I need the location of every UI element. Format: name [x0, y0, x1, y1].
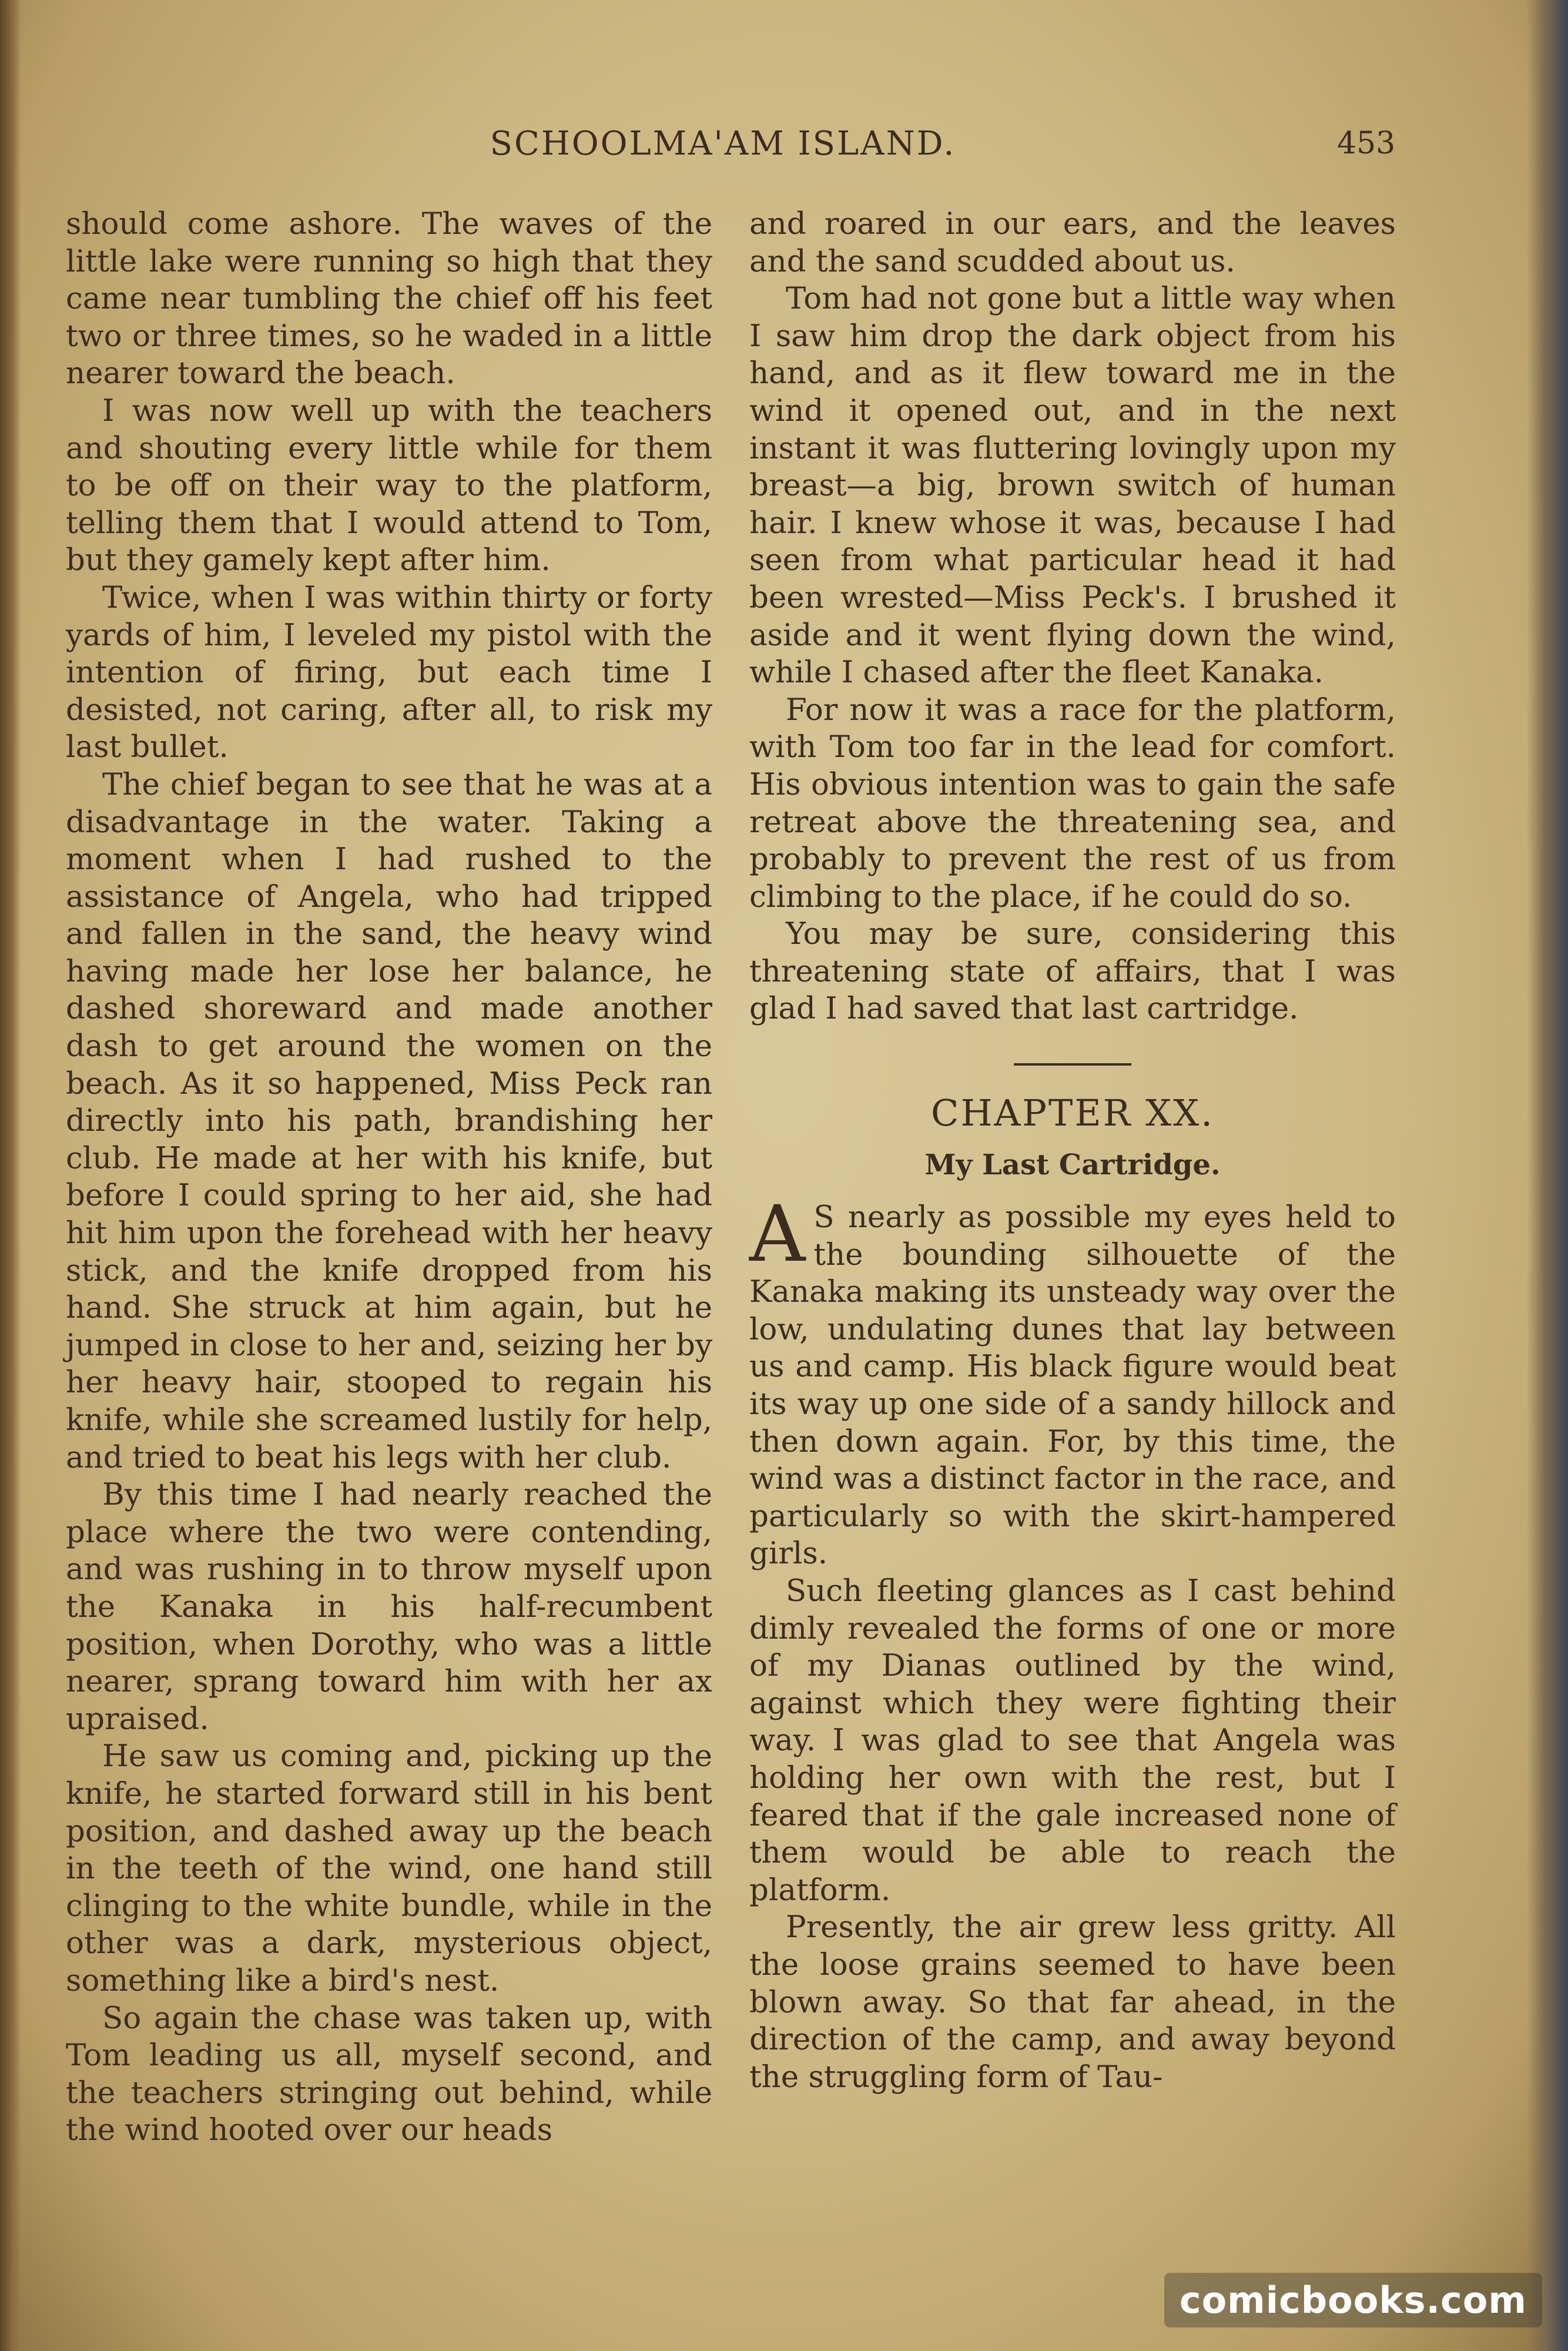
left-column [66, 206, 712, 2149]
paragraph: The chief began to see that he was at a disadvantage in the water. Taking a moment when I had rushed to the assistance of Angela, who had tripped and fallen in the sand, the heavy wind having made her lose her balance, he dashed shoreward and made another dash to get around the women on the beach. As it so happened, Miss Peck ran directly into his path, brandishing her club. He made at her with his knife, but before I could spring to her aid, she had hit him upon the forehead with her heavy stick, and the knife dropped from his hand. She struck at him again, but he jumped in close to her and, seizing her by her heavy hair, stooped to regain his knife, while she screamed lustily for help, and tried to beat his legs with her club. [66, 766, 712, 1475]
paragraph: Presently, the air grew less gritty. All the loose grains seemed to have been blown away. So that far ahead, in the direction of the camp, and away beyond the struggling form of Tau- [749, 1910, 1396, 2095]
paragraph: By this time I had nearly reached the place where the two were contending, and was rushing in to throw myself upon the Kanaka in his half-recumbent position, when Dorothy, who was a little nearer, sprang toward him with her ax upraised. [66, 1477, 712, 1737]
paragraph: Twice, when I was within thirty or forty yards of him, I leveled my pistol with the intention of firing, but each time I desisted, not caring, after all, to risk my last bullet. [66, 580, 712, 765]
drop-cap: A [749, 1189, 806, 1280]
paragraph: and roared in our ears, and the leaves and the sand scudded about us. [749, 206, 1396, 279]
chapter-first-paragraph [749, 1189, 1396, 1573]
chapter-heading: CHAPTER XX. [931, 1091, 1214, 1135]
section-divider [1014, 1063, 1131, 1066]
paragraph: I was now well up with the teachers and shouting every little while for them to be off on their way to the platform, telling them that I would attend to Tom, but they gamely kept after him. [66, 393, 712, 578]
paragraph: should come ashore. The waves of the little lake were running so high that they came near tumbling the chief off his feet two or three times, so he waded in a little nearer toward the beach. [66, 206, 712, 391]
paragraph: Such fleeting glances as I cast behind dimly revealed the forms of one or more of my Dianas outlined by the wind, against which they were fighting their way. I was glad to see that Angela was holding her own with the rest, but I feared that if the gale increased none of them would be able to reach the platform. [749, 1573, 1396, 1908]
running-header-title: SCHOOLMA'AM ISLAND. [490, 125, 956, 163]
right-column [749, 206, 1396, 2096]
book-spine-shadow [0, 0, 21, 2351]
page-edge [1527, 0, 1568, 2351]
paragraph: For now it was a race for the platform, with Tom too far in the lead for comfort. His obvious intention was to gain the safe retreat above the threatening sea, and probably to prevent the rest of us from climbing to the place, if he could do so. [749, 692, 1396, 915]
chapter-subtitle: My Last Cartridge. [924, 1148, 1221, 1182]
paragraph: So again the chase was taken up, with Tom leading us all, myself second, and the teachers stringing out behind, while the wind hooted over our heads [66, 2000, 712, 2148]
page-number: 453 [1337, 126, 1396, 161]
paragraph: He saw us coming and, picking up the knife, he started forward still in his bent position, and dashed away up the beach in the teeth of the wind, one hand still clinging to the white bundle, while in the other was a dark, mysterious object, something like a bird's nest. [66, 1739, 712, 1998]
first-paragraph-text: S nearly as possible my eyes held to the bounding silhouette of the Kanaka making its unsteady way over the low, undulating dunes that lay between us and camp. His black figure would beat its way up one side of a sandy hillock and then down again. For, by this time, the wind was a distinct factor in the race, and particularly so with the skirt-hampered girls. [749, 1200, 1396, 1572]
paragraph: Tom had not gone but a little way when I saw him drop the dark object from his hand, and as it flew toward me in the wind it opened out, and in the next instant it was fluttering lovingly upon my breast—a big, brown switch of human hair. I knew whose it was, because I had seen from what particular head it had been wrested—Miss Peck's. I brushed it aside and it went flying down the wind, while I chased after the fleet Kanaka. [749, 281, 1396, 691]
watermark-logo: comicbooks.com [1164, 2273, 1542, 2327]
paragraph: You may be sure, considering this threatening state of affairs, that I was glad I had saved that last cartridge. [749, 916, 1396, 1027]
